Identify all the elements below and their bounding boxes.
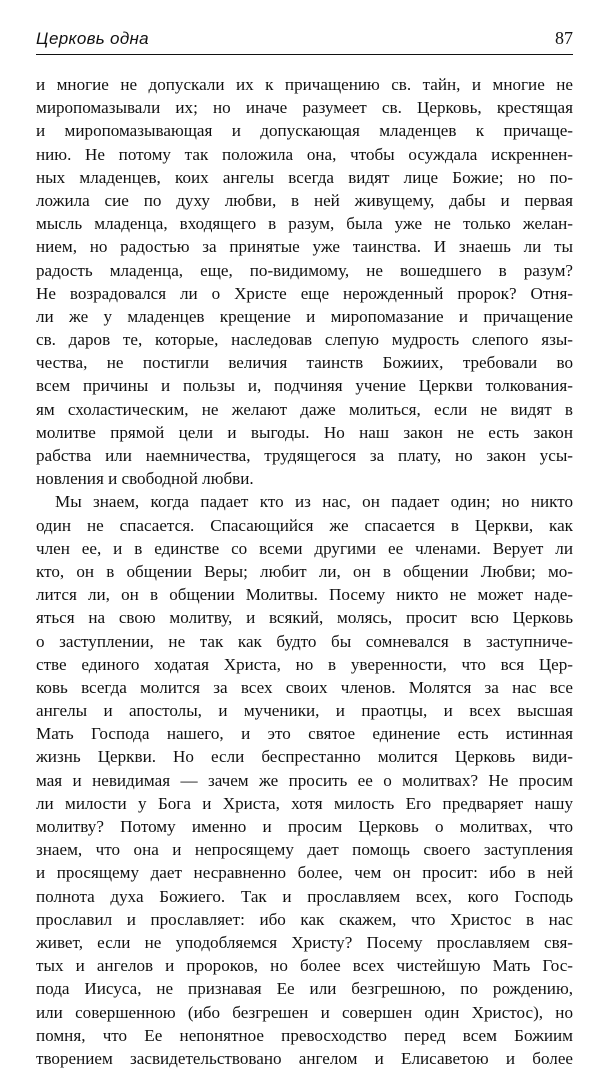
- text-line: или совершенною (ибо безгрешен и совершен один Христос), но: [36, 1002, 573, 1022]
- text-line: ложила сие по духу любви, в ней живущему, дабы и первая: [36, 190, 573, 210]
- text-line: всем причины и пользы и, подчиняя учение Церкви толкования-: [36, 376, 573, 396]
- text-line: чества, не постигли величия таинств Божиих, требовали во: [36, 353, 573, 373]
- text-line: помня, что Ее непонятное превосходство перед всем Божиим: [36, 1025, 573, 1045]
- text-line: жизнь Церкви. Но если беспрестанно молится Церковь види-: [36, 747, 573, 767]
- text-line: яться на свою молитву, и всякий, молясь, просит всю Церковь: [36, 608, 573, 628]
- running-title: Церковь одна: [36, 29, 149, 48]
- text-line: Мы знаем, когда падает кто из нас, он падает один; но никто: [55, 492, 573, 512]
- text-line: радость младенца, еще, по-видимому, не вошедшего в разум?: [36, 260, 573, 280]
- text-line: член ее, и в единстве со всеми другими ее членами. Верует ли: [36, 538, 573, 558]
- text-line: ковь всегда молится за всех своих членов. Молятся за нас все: [36, 677, 573, 697]
- text-line: пода Иисуса, не признавая Ее или безгрешною, по рождению,: [36, 979, 573, 999]
- text-line: и просящему дает несравненно более, чем он просит: ибо в ней: [36, 863, 573, 883]
- text-line: св. даров те, которые, наследовав слепую мудрость слепого язы-: [36, 330, 573, 350]
- text-line: творением засвидетельствовано ангелом и Елисаветою и более: [36, 1048, 573, 1068]
- text-line: нию. Не потому так положила она, чтобы осуждала искреннен-: [36, 144, 573, 164]
- text-line: мысль младенца, входящего в разум, была уже не только желан-: [36, 214, 573, 234]
- text-line: полнота духа Божиего. Так и прославляем всех, кого Господь: [36, 886, 573, 906]
- text-line: лится ли, он в общении Молитвы. Посему никто не может наде-: [36, 585, 573, 605]
- book-page: [36, 28, 573, 1070]
- page-number: 87: [555, 28, 573, 48]
- text-line: ных младенцев, коих ангелы всегда видят лице Божие; но по-: [36, 167, 573, 187]
- text-line: молитву? Потому именно и просим Церковь о молитвах, что: [36, 817, 573, 836]
- text-line: Мать Господа нашего, и это святое единение есть истинная: [36, 724, 573, 744]
- text-line: молитве прямой цели и выгоды. Но наш закон не есть закон: [36, 422, 573, 442]
- text-line: Не возрадовался ли о Христе еще нерожденный пророк? Отня-: [36, 283, 573, 303]
- text-line: тых и ангелов и пророков, но более всех чистейшую Мать Гос-: [36, 956, 573, 976]
- text-line: и миропомазывающая и допускающая младенцев к причаще-: [36, 121, 573, 141]
- text-line: ли же у младенцев крещение и миропомазание и причащение: [36, 306, 573, 326]
- text-line: нием, но радостью за принятые уже таинства. И знаешь ли ты: [36, 237, 573, 257]
- text-line: ям схоластическим, не желают даже молиться, если не видят в: [36, 399, 573, 419]
- text-line: знаем, что она и непросящему дает помощь своего заступления: [36, 840, 573, 860]
- body-text: [36, 73, 573, 1070]
- text-line: прославил и прославляет: ибо как скажем, что Христос в нас: [36, 909, 573, 929]
- text-line: миропомазывали их; но иначе разумеет св. Церковь, крестящая: [36, 98, 573, 118]
- text-line: о заступлении, не так как будто бы сомневался в заступниче-: [36, 631, 573, 651]
- running-header: [36, 28, 573, 55]
- paragraph-1: [36, 73, 573, 490]
- text-line: новления и свободной любви.: [36, 469, 254, 489]
- paragraph-2: [36, 490, 573, 1070]
- text-line: ангелы и апостолы, и мученики, и праотцы, и всех высшая: [36, 701, 573, 721]
- text-line: живет, если не уподобляемся Христу? Посему прославляем свя-: [36, 932, 573, 952]
- text-line: и многие не допускали их к причащению св. тайн, и многие не: [36, 75, 573, 94]
- text-line: стве единого ходатая Христа, но в уверенности, что вся Цер-: [36, 654, 573, 674]
- text-line: ли милости у Бога и Христа, хотя милость Его предваряет нашу: [36, 793, 573, 813]
- text-line: мая и невидимая — зачем же просить ее о молитвах? Не просим: [36, 770, 573, 790]
- text-line: кто, он в общении Веры; любит ли, он в общении Любви; мо-: [36, 561, 573, 581]
- text-line: один не спасается. Спасающийся же спасается в Церкви, как: [36, 515, 573, 535]
- text-line: рабства или наемничества, трудящегося за плату, но закон усы-: [36, 446, 573, 465]
